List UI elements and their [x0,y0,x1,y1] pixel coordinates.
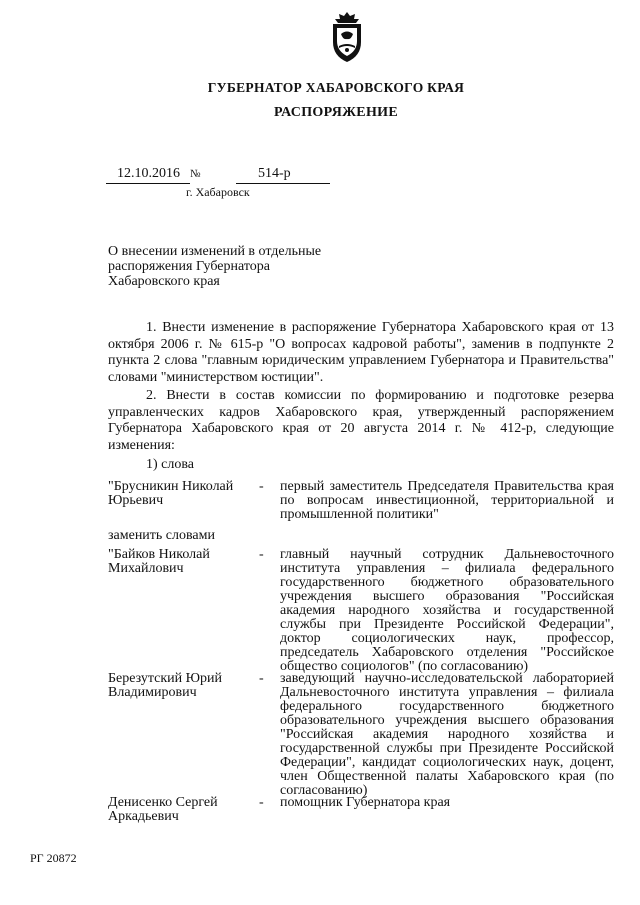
entry-description: заведующий научно-исследовательской лабораторией Дальневосточного института управления – филиала федерального государственного бюджетного образовательного учреждения высшего образования "Российская академия народного хозяйства и государственной службы при Президенте Российской Федерации", кандидат социологических наук, доцент, член Общественной палаты Хабаровского края (по согласованию) [280,671,614,798]
document-subject: О внесении изменений в отдельные распоряжения Губернатора Хабаровского края [108,244,322,289]
entry-description: первый заместитель Председателя Правительства края по вопросам инвестиционной, территориальной и промышленной политики" [280,479,614,522]
entry-name: Березутский Юрий Владимирович [108,671,223,700]
replace-with-label: заменить словами [108,528,215,543]
document-number: 514-р [258,166,291,181]
entry-dash: - [259,547,264,562]
entry-name: "Байков Николай Михайлович [108,547,210,576]
document-type-heading: РАСПОРЯЖЕНИЕ [274,105,398,120]
entry-dash: - [259,479,264,494]
entry-name: Денисенко Сергей Аркадьевич [108,795,218,824]
document-code: РГ 20872 [30,851,77,865]
entry-description: главный научный сотрудник Дальневосточного института управления – филиала федерального государственного бюджетного образовательного учреждения высшего образования "Российская академия народного хозяйства и государственной службы при Президенте Российской Федерации", доктор социологических наук, профессор, председатель Хабаровского отделения "Российское общество социологов" (по согласованию) [280,547,614,674]
entry-name: "Брусникин Николай Юрьевич [108,479,234,508]
paragraph-1: 1. Внести изменение в распоряжение Губернатора Хабаровского края от 13 октября 2006 г. № 615-р "О вопросах кадровой работы", заменив в подпункте 2 пункта 2 слова "главным юридическим управлением Губернатора и Правительства" словами "министерством юстиции". [108,320,614,385]
coat-of-arms-icon [327,10,367,64]
number-sign: № [190,168,201,180]
document-date: 12.10.2016 [117,166,180,181]
entry-dash: - [259,671,264,686]
number-underline [236,183,330,184]
governor-heading: ГУБЕРНАТОР ХАБАРОВСКОГО КРАЯ [207,80,465,95]
entry-dash: - [259,795,264,810]
paragraph-2: 2. Внести в состав комиссии по формированию и подготовке резерва управленческих кадров Хабаровского края, утвержденный распоряжением Губернатора Хабаровского края от 20 августа 2014 г. № 412-р, следующие изменения: [108,388,614,453]
subparagraph-1: 1) слова [146,457,195,472]
entry-description: помощник Губернатора края [280,795,451,810]
date-underline [106,183,190,184]
city-label: г. Хабаровск [186,185,250,199]
